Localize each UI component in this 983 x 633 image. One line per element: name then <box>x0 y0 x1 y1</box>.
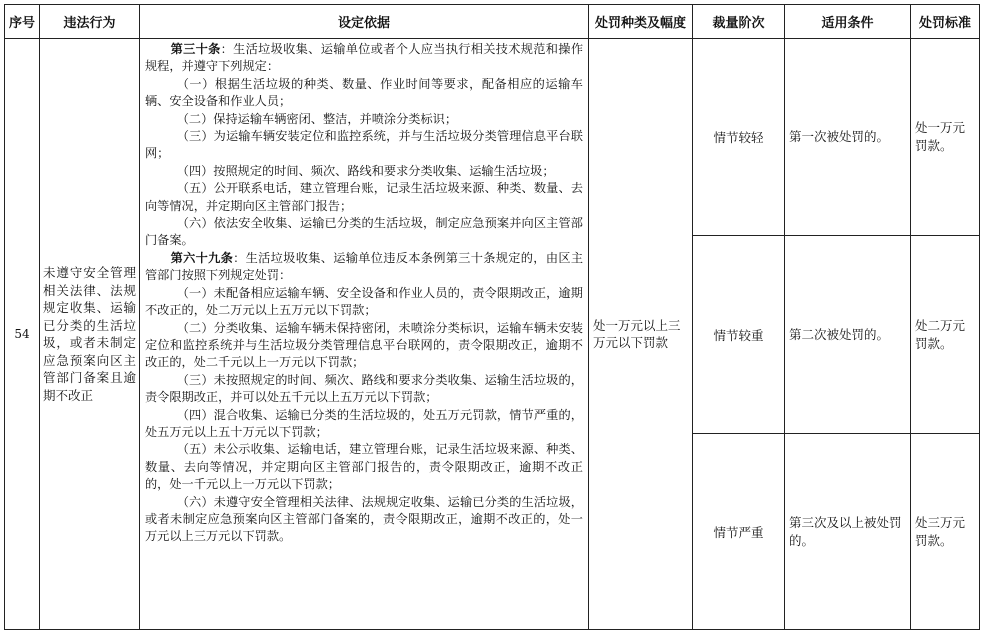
discretion-level: 情节较重 <box>693 236 785 434</box>
discretion-level: 情节严重 <box>693 434 785 630</box>
penalty-standard: 处一万元罚款。 <box>911 39 980 236</box>
article-30-heading <box>145 41 583 76</box>
header-standard: 处罚标准 <box>911 5 980 39</box>
header-behavior: 违法行为 <box>40 5 140 39</box>
article-69-item: （六）未遵守安全管理相关法律、法规规定收集、运输已分类的生活垃圾，或者未制定应急预案向区主管部门备案的，责令限期改正，逾期不改正的，处一万元以上三万元以下罚款。 <box>145 494 583 544</box>
header-no: 序号 <box>5 5 40 39</box>
article-30-item: （四）按照规定的时间、频次、路线和要求分类收集、运输生活垃圾； <box>176 163 555 178</box>
article-69-text: ：生活垃圾收集、运输单位违反本条例第三十条规定的，由区主管部门按照下列规定处罚： <box>145 250 584 283</box>
penalty-table <box>4 4 980 630</box>
article-69-item: （二）分类收集、运输车辆未保持密闭，未喷涂分类标识，运输车辆未安装定位和监控系统并与生活垃圾分类管理信息平台联网的，责令限期改正，逾期不改正的，处二千元以上一万元以下罚款； <box>145 320 583 370</box>
table-row <box>5 39 980 236</box>
applicable-condition: 第一次被处罚的。 <box>785 39 911 236</box>
violation-behavior: 未遵守安全管理相关法律、法规规定收集、运输已分类的生活垃圾，或者未制定应急预案向区主管部门备案且逾期不改正 <box>40 39 140 630</box>
discretion-level: 情节较轻 <box>693 39 785 236</box>
article-30-item: （五）公开联系电话，建立管理台账，记录生活垃圾来源、种类、数量、去向等情况，并定期向区主管部门报告； <box>145 181 583 213</box>
article-30-text: ：生活垃圾收集、运输单位或者个人应当执行相关技术规范和操作规程，并遵守下列规定： <box>145 42 584 74</box>
applicable-condition: 第二次被处罚的。 <box>785 236 911 434</box>
header-row <box>5 5 980 39</box>
legal-basis <box>140 39 589 630</box>
penalty-kind: 处一万元以上三万元以下罚款 <box>589 39 693 630</box>
article-30-item: （三）为运输车辆安装定位和监控系统，并与生活垃圾分类管理信息平台联网； <box>145 129 583 161</box>
applicable-condition: 第三次及以上被处罚的。 <box>785 434 911 630</box>
article-30-item: （六）依法安全收集、运输已分类的生活垃圾，制定应急预案并向区主管部门备案。 <box>145 216 583 248</box>
article-69-item: （五）未公示收集、运输电话，建立管理台账，记录生活垃圾来源、种类、数量、去向等情况，并定期向区主管部门报告的，责令限期改正，逾期不改正的，处一千元以上一万元以下罚款； <box>145 442 583 492</box>
article-30-item: （二）保持运输车辆密闭、整洁，并喷涂分类标识； <box>176 111 458 126</box>
row-number: 54 <box>5 39 40 630</box>
article-69-title: 第六十九条 <box>170 250 234 265</box>
header-condition: 适用条件 <box>785 5 911 39</box>
article-30-title: 第三十条 <box>170 42 221 56</box>
header-basis: 设定依据 <box>140 5 589 39</box>
header-level: 裁量阶次 <box>693 5 785 39</box>
article-69-heading <box>145 250 583 285</box>
penalty-standard: 处三万元罚款。 <box>911 434 980 630</box>
header-kind: 处罚种类及幅度 <box>589 5 693 39</box>
article-30-item: （一）根据生活垃圾的种类、数量、作业时间等要求，配备相应的运输车辆、安全设备和作业人员； <box>145 76 583 109</box>
article-69-item: （四）混合收集、运输已分类的生活垃圾的，处五万元罚款，情节严重的，处五万元以上五十万元以下罚款； <box>145 407 583 439</box>
article-69-item: （一）未配备相应运输车辆、安全设备和作业人员的，责令限期改正，逾期不改正的，处二万元以上五万元以下罚款； <box>145 285 583 318</box>
article-69-item: （三）未按照规定的时间、频次、路线和要求分类收集、运输生活垃圾的，责令限期改正，并可以处五千元以上五万元以下罚款； <box>145 372 583 405</box>
penalty-standard: 处二万元罚款。 <box>911 236 980 434</box>
